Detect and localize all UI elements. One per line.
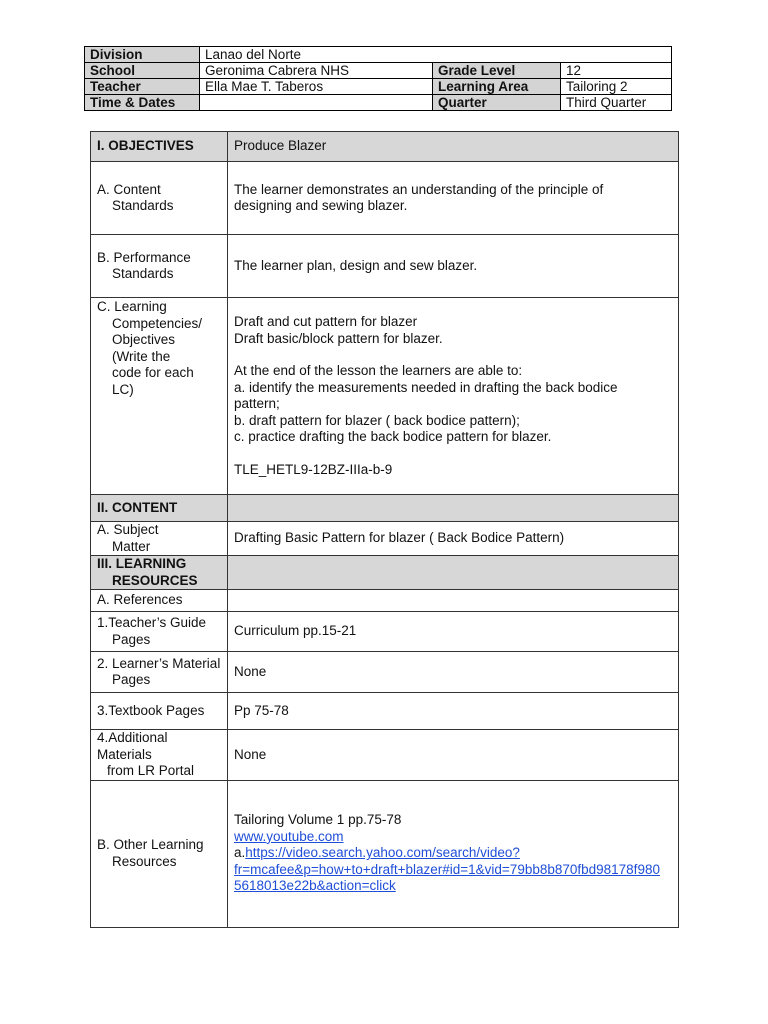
references-empty: [228, 590, 679, 612]
performance-standards-text: The learner plan, design and sew blazer.: [228, 235, 679, 298]
school-value: Geronima Cabrera NHS: [200, 63, 433, 79]
content-standards-text-line2: designing and sewing blazer.: [234, 198, 408, 213]
competencies-label-line1: C. Learning: [97, 299, 167, 314]
tg-label-line2: Pages: [112, 631, 151, 647]
references-label: A. References: [91, 590, 228, 612]
yahoo-link-part3: 5618013e22b&action=click: [234, 878, 396, 894]
yahoo-link-wrapper: [234, 845, 672, 895]
header-row-teacher: [85, 79, 672, 95]
competency-item-a: a. identify the measurements needed in drafting the back bodice: [234, 379, 618, 395]
performance-standards-row: [91, 235, 679, 298]
teachers-guide-label: [91, 612, 228, 652]
competency-line-2: Draft basic/block pattern for blazer.: [234, 330, 443, 346]
yahoo-video-link[interactable]: [234, 845, 660, 893]
additional-materials-value: None: [228, 730, 679, 781]
grade-level-value: 12: [561, 63, 672, 79]
competency-item-a-cont: pattern;: [234, 396, 280, 411]
header-row-school: [85, 63, 672, 79]
resources-heading: [91, 556, 228, 590]
competency-code: TLE_HETL9-12BZ-IIIa-b-9: [234, 461, 393, 477]
grade-level-label: Grade Level: [433, 63, 561, 79]
other-label-line1: B. Other Learning: [97, 837, 204, 852]
textbook-row: [91, 693, 679, 730]
competency-intro: At the end of the lesson the learners are able to:: [234, 363, 523, 378]
content-heading-empty: [228, 495, 679, 522]
content-standards-label: [91, 162, 228, 235]
learning-area-label: Learning Area: [433, 79, 561, 95]
resources-heading-empty: [228, 556, 679, 590]
additional-materials-row: [91, 730, 679, 781]
textbook-value: Pp 75-78: [228, 693, 679, 730]
objectives-row: [91, 132, 679, 162]
performance-label-line1: B. Performance: [97, 249, 191, 265]
content-standards-row: [91, 162, 679, 235]
lm-label-line2: Pages: [112, 672, 151, 687]
subject-label-line1: A. Subject: [97, 522, 159, 537]
yahoo-link-part2: fr=mcafee&p=how+to+draft+blazer#id=1&vid=79bb8b870fbd98178f980: [234, 861, 660, 877]
additional-label-line3: from LR Portal: [107, 763, 195, 778]
content-standards-text-line1: The learner demonstrates an understanding of the principle of: [234, 181, 604, 197]
performance-standards-label: [91, 235, 228, 298]
youtube-link[interactable]: www.youtube.com: [234, 828, 344, 844]
division-label: Division: [85, 47, 200, 63]
competency-line-1: Draft and cut pattern for blazer: [234, 314, 418, 329]
resources-heading-line2: RESOURCES: [112, 572, 198, 588]
content-standards-text: [228, 162, 679, 235]
competencies-label-line4: (Write the: [112, 348, 171, 364]
competencies-label-line5: code for each: [112, 365, 194, 380]
header-row-division: [85, 47, 672, 63]
subject-matter-row: [91, 522, 679, 556]
subject-matter-label: [91, 522, 228, 556]
teacher-value: Ella Mae T. Taberos: [200, 79, 433, 95]
performance-label-line2: Standards: [112, 266, 174, 281]
school-label: School: [85, 63, 200, 79]
youtube-link-wrapper: [234, 829, 672, 846]
content-heading-row: [91, 495, 679, 522]
teacher-label: Teacher: [85, 79, 200, 95]
learning-area-value: Tailoring 2: [561, 79, 672, 95]
objectives-value: Produce Blazer: [228, 132, 679, 162]
quarter-value: Third Quarter: [561, 95, 672, 111]
objectives-heading: I. OBJECTIVES: [91, 132, 228, 162]
competencies-text: [228, 298, 679, 495]
teachers-guide-row: [91, 612, 679, 652]
other-resources-row: [91, 780, 679, 927]
other-resources-value: [228, 780, 679, 927]
competencies-label-line6: LC): [112, 381, 134, 397]
content-standards-label-line1: A. Content: [97, 181, 161, 197]
textbook-label: 3.Textbook Pages: [91, 693, 228, 730]
subject-matter-value: Drafting Basic Pattern for blazer ( Back Bodice Pattern): [228, 522, 679, 556]
learners-material-row: [91, 652, 679, 693]
learners-material-value: None: [228, 652, 679, 693]
time-dates-value: [200, 95, 433, 111]
references-row: [91, 590, 679, 612]
time-dates-label: Time & Dates: [85, 95, 200, 111]
other-resource-line1: Tailoring Volume 1 pp.75-78: [234, 812, 402, 828]
additional-label-line1: 4.Additional: [97, 730, 168, 745]
additional-materials-label: [91, 730, 228, 781]
yahoo-link-prefix: a.: [234, 845, 246, 861]
resources-heading-row: [91, 556, 679, 590]
competencies-label-line2: Competencies/: [112, 315, 203, 331]
resources-heading-line1: III. LEARNING: [97, 556, 187, 571]
tg-label-line1: 1.Teacher’s Guide: [97, 615, 207, 630]
competencies-label: [91, 298, 228, 495]
content-heading: II. CONTENT: [91, 495, 228, 522]
competencies-row: [91, 298, 679, 495]
competency-item-c: c. practice drafting the back bodice pattern for blazer.: [234, 429, 552, 444]
yahoo-link-part1: https://video.search.yahoo.com/search/video?: [245, 845, 520, 861]
quarter-label: Quarter: [433, 95, 561, 111]
other-label-line2: Resources: [112, 853, 177, 869]
competencies-label-line3: Objectives: [112, 332, 176, 347]
content-standards-label-line2: Standards: [112, 198, 174, 213]
other-resources-label: [91, 780, 228, 927]
additional-label-line2: Materials: [97, 746, 152, 762]
spacer: [234, 347, 672, 363]
header-table: [84, 46, 672, 111]
lesson-plan-table: [90, 131, 679, 928]
spacer: [234, 446, 672, 462]
competency-item-b: b. draft pattern for blazer ( back bodice pattern);: [234, 412, 520, 428]
division-value: Lanao del Norte: [200, 47, 672, 63]
subject-label-line2: Matter: [112, 538, 151, 554]
teachers-guide-value: Curriculum pp.15-21: [228, 612, 679, 652]
learners-material-label: [91, 652, 228, 693]
header-row-time: [85, 95, 672, 111]
lm-label-line1: 2. Learner’s Material: [97, 655, 221, 671]
